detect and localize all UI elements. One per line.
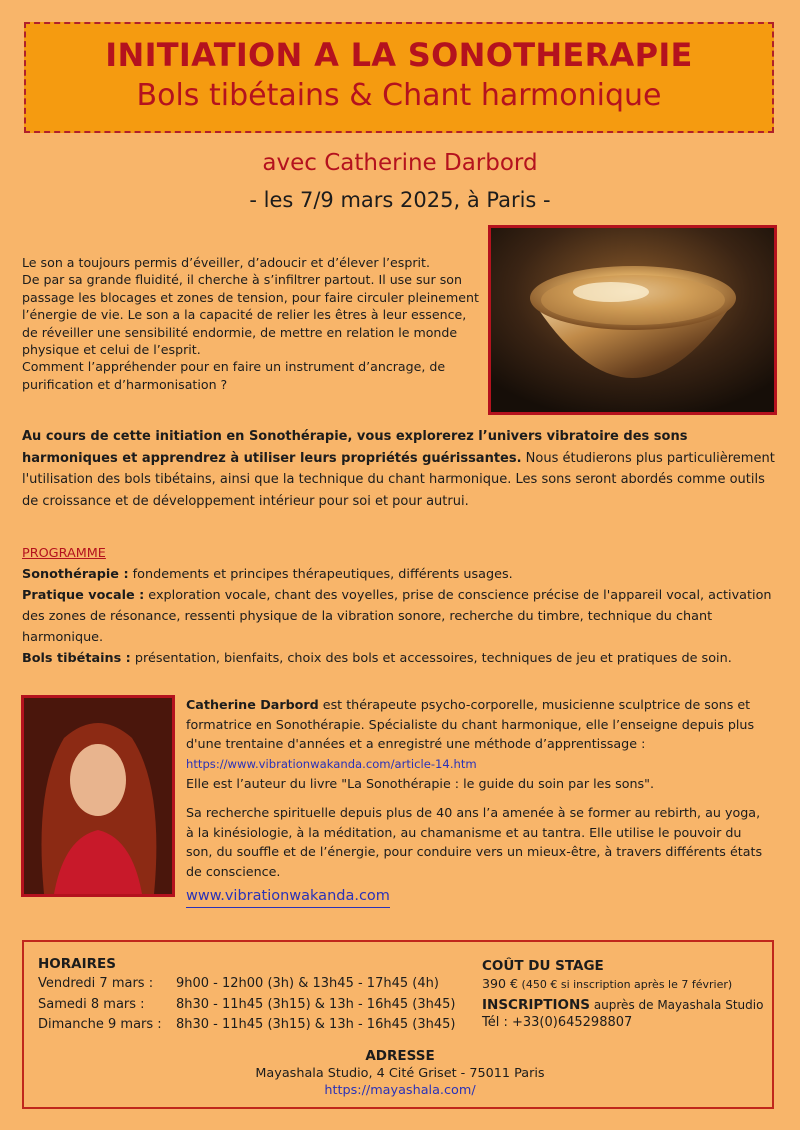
page-subtitle: Bols tibétains & Chant harmonique	[136, 78, 662, 113]
book-sentence: Elle est l’auteur du livre "La Sonothérapie : le guide du soin par les sons".	[186, 776, 655, 792]
presenter-line: avec Catherine Darbord	[262, 150, 538, 176]
schedule-time: 8h30 - 11h45 (3h15) & 13h - 16h45 (3h45)	[176, 996, 456, 1012]
schedule-row	[38, 1015, 455, 1036]
schedule-time: 9h00 - 12h00 (3h) & 13h45 - 17h45 (4h)	[176, 976, 439, 991]
programme-title: PROGRAMME	[22, 546, 106, 561]
phone-number[interactable]: Tél : +33(0)645298807	[482, 1015, 633, 1030]
programme-item-label: Sonothérapie :	[22, 567, 129, 582]
programme-item	[22, 564, 782, 585]
bowl-illustration	[491, 228, 774, 412]
programme-item-text: fondements et principes thérapeutiques, différents usages.	[128, 567, 513, 582]
address-section	[24, 1048, 776, 1098]
schedule-time: 8h30 - 11h45 (3h15) & 13h - 16h45 (3h45)	[176, 1017, 456, 1032]
horaires-title: HORAIRES	[38, 956, 116, 972]
programme-item	[22, 585, 782, 648]
course-description-bold: Au cours de cette initiation en Sonothérapie, vous explorerez l’univers vibratoire des sons harmoniques et apprendrez à utiliser leurs propriétés guérissantes.	[22, 429, 688, 466]
address-text: Mayashala Studio, 4 Cité Griset - 75011 Paris	[255, 1066, 545, 1081]
programme-item	[22, 648, 782, 669]
intro-paragraph: De par sa grande fluidité, il cherche à s’infiltrer partout. Il use sur son passage les blocages et zones de tension, pour faire circuler pleinement l’énergie de vie. Le son a la capacité de relier les êtres à leur essence, de réveiller une sensibilité endormie, de mettre en relation le monde physique et celui de l’esprit.	[22, 272, 479, 358]
bio-spiritual-paragraph: Sa recherche spirituelle depuis plus de 40 ans l’a amenée à se former au rebirth, au yoga, à la kinésiologie, à la méditation, au chamanisme et au tantra. Elle utilise le pouvoir du son, du souffle et de l’énergie, pour conduire vers un mieux-être, à travers différents états de conscience.	[186, 804, 763, 879]
course-description-text: Nous étudierons plus particulièrement l'utilisation des bols tibétains, ainsi que la technique du chant harmonique. Les sons seront abordés comme outils de croissance et de développement intérieur pour soi et pour autrui.	[22, 450, 775, 509]
inscriptions-title: INSCRIPTIONS	[482, 997, 590, 1013]
schedule-row	[38, 974, 455, 995]
schedule	[38, 974, 455, 1036]
intro-paragraph: Comment l’appréhender pour en faire un instrument d’ancrage, de purification et d’harmonisation ?	[22, 359, 446, 392]
portrait-illustration	[24, 698, 172, 894]
cost-title: COÛT DU STAGE	[482, 958, 604, 974]
schedule-day: Vendredi 7 mars :	[38, 976, 154, 991]
page-title: INITIATION A LA SONOTHERAPIE	[105, 36, 693, 74]
portrait-face	[70, 744, 126, 816]
programme-item-text: présentation, bienfaits, choix des bols et accessoires, techniques de jeu et pratiques de soin.	[130, 651, 732, 666]
intro-text	[22, 254, 480, 393]
title-banner	[24, 22, 774, 133]
schedule-day: Dimanche 9 mars :	[38, 1017, 162, 1032]
studio-website-link[interactable]: https://mayashala.com/	[324, 1083, 476, 1098]
tibetan-bowl-photo	[488, 225, 777, 415]
biography	[186, 695, 766, 908]
date-line: - les 7/9 mars 2025, à Paris -	[249, 188, 551, 212]
price-value: 390 €	[482, 976, 519, 991]
price-note: (450 € si inscription après le 7 février)	[518, 978, 733, 991]
practical-info-box	[22, 940, 774, 1109]
bio-paragraph	[186, 695, 766, 754]
programme-item-label: Pratique vocale :	[22, 588, 145, 603]
programme-section	[22, 543, 782, 669]
catherine-portrait-photo	[21, 695, 175, 897]
bowl-highlight	[573, 282, 649, 302]
inscriptions-text: auprès de Mayashala Studio	[590, 998, 764, 1012]
article-link[interactable]: https://www.vibrationwakanda.com/article-14.htm	[186, 756, 477, 771]
course-description	[22, 426, 780, 512]
programme-item-text: exploration vocale, chant des voyelles, prise de conscience précise de l'appareil vocal, activation des zones de résonance, ressenti physique de la vibration sonore, recherche du timbre, technique du chant harmonique.	[22, 588, 772, 645]
cost-section	[482, 958, 772, 1030]
bio-text: est thérapeute psycho-corporelle, musicienne sculptrice de sons et formatrice en Sonothérapie. Spécialiste du chant harmonique, elle l’enseigne depuis plus d'une trentaine d'années et a enregistré une méthode d’apprentissage :	[186, 697, 755, 752]
intro-paragraph: Le son a toujours permis d’éveiller, d’adoucir et d’élever l’esprit.	[22, 255, 430, 270]
programme-item-label: Bols tibétains :	[22, 651, 131, 666]
address-title: ADRESSE	[365, 1048, 435, 1064]
schedule-day: Samedi 8 mars :	[38, 996, 145, 1012]
website-link[interactable]: www.vibrationwakanda.com	[186, 887, 390, 908]
inscriptions	[482, 997, 772, 1013]
cost-price	[482, 976, 772, 991]
bio-name: Catherine Darbord	[186, 697, 319, 712]
schedule-row	[38, 995, 455, 1016]
